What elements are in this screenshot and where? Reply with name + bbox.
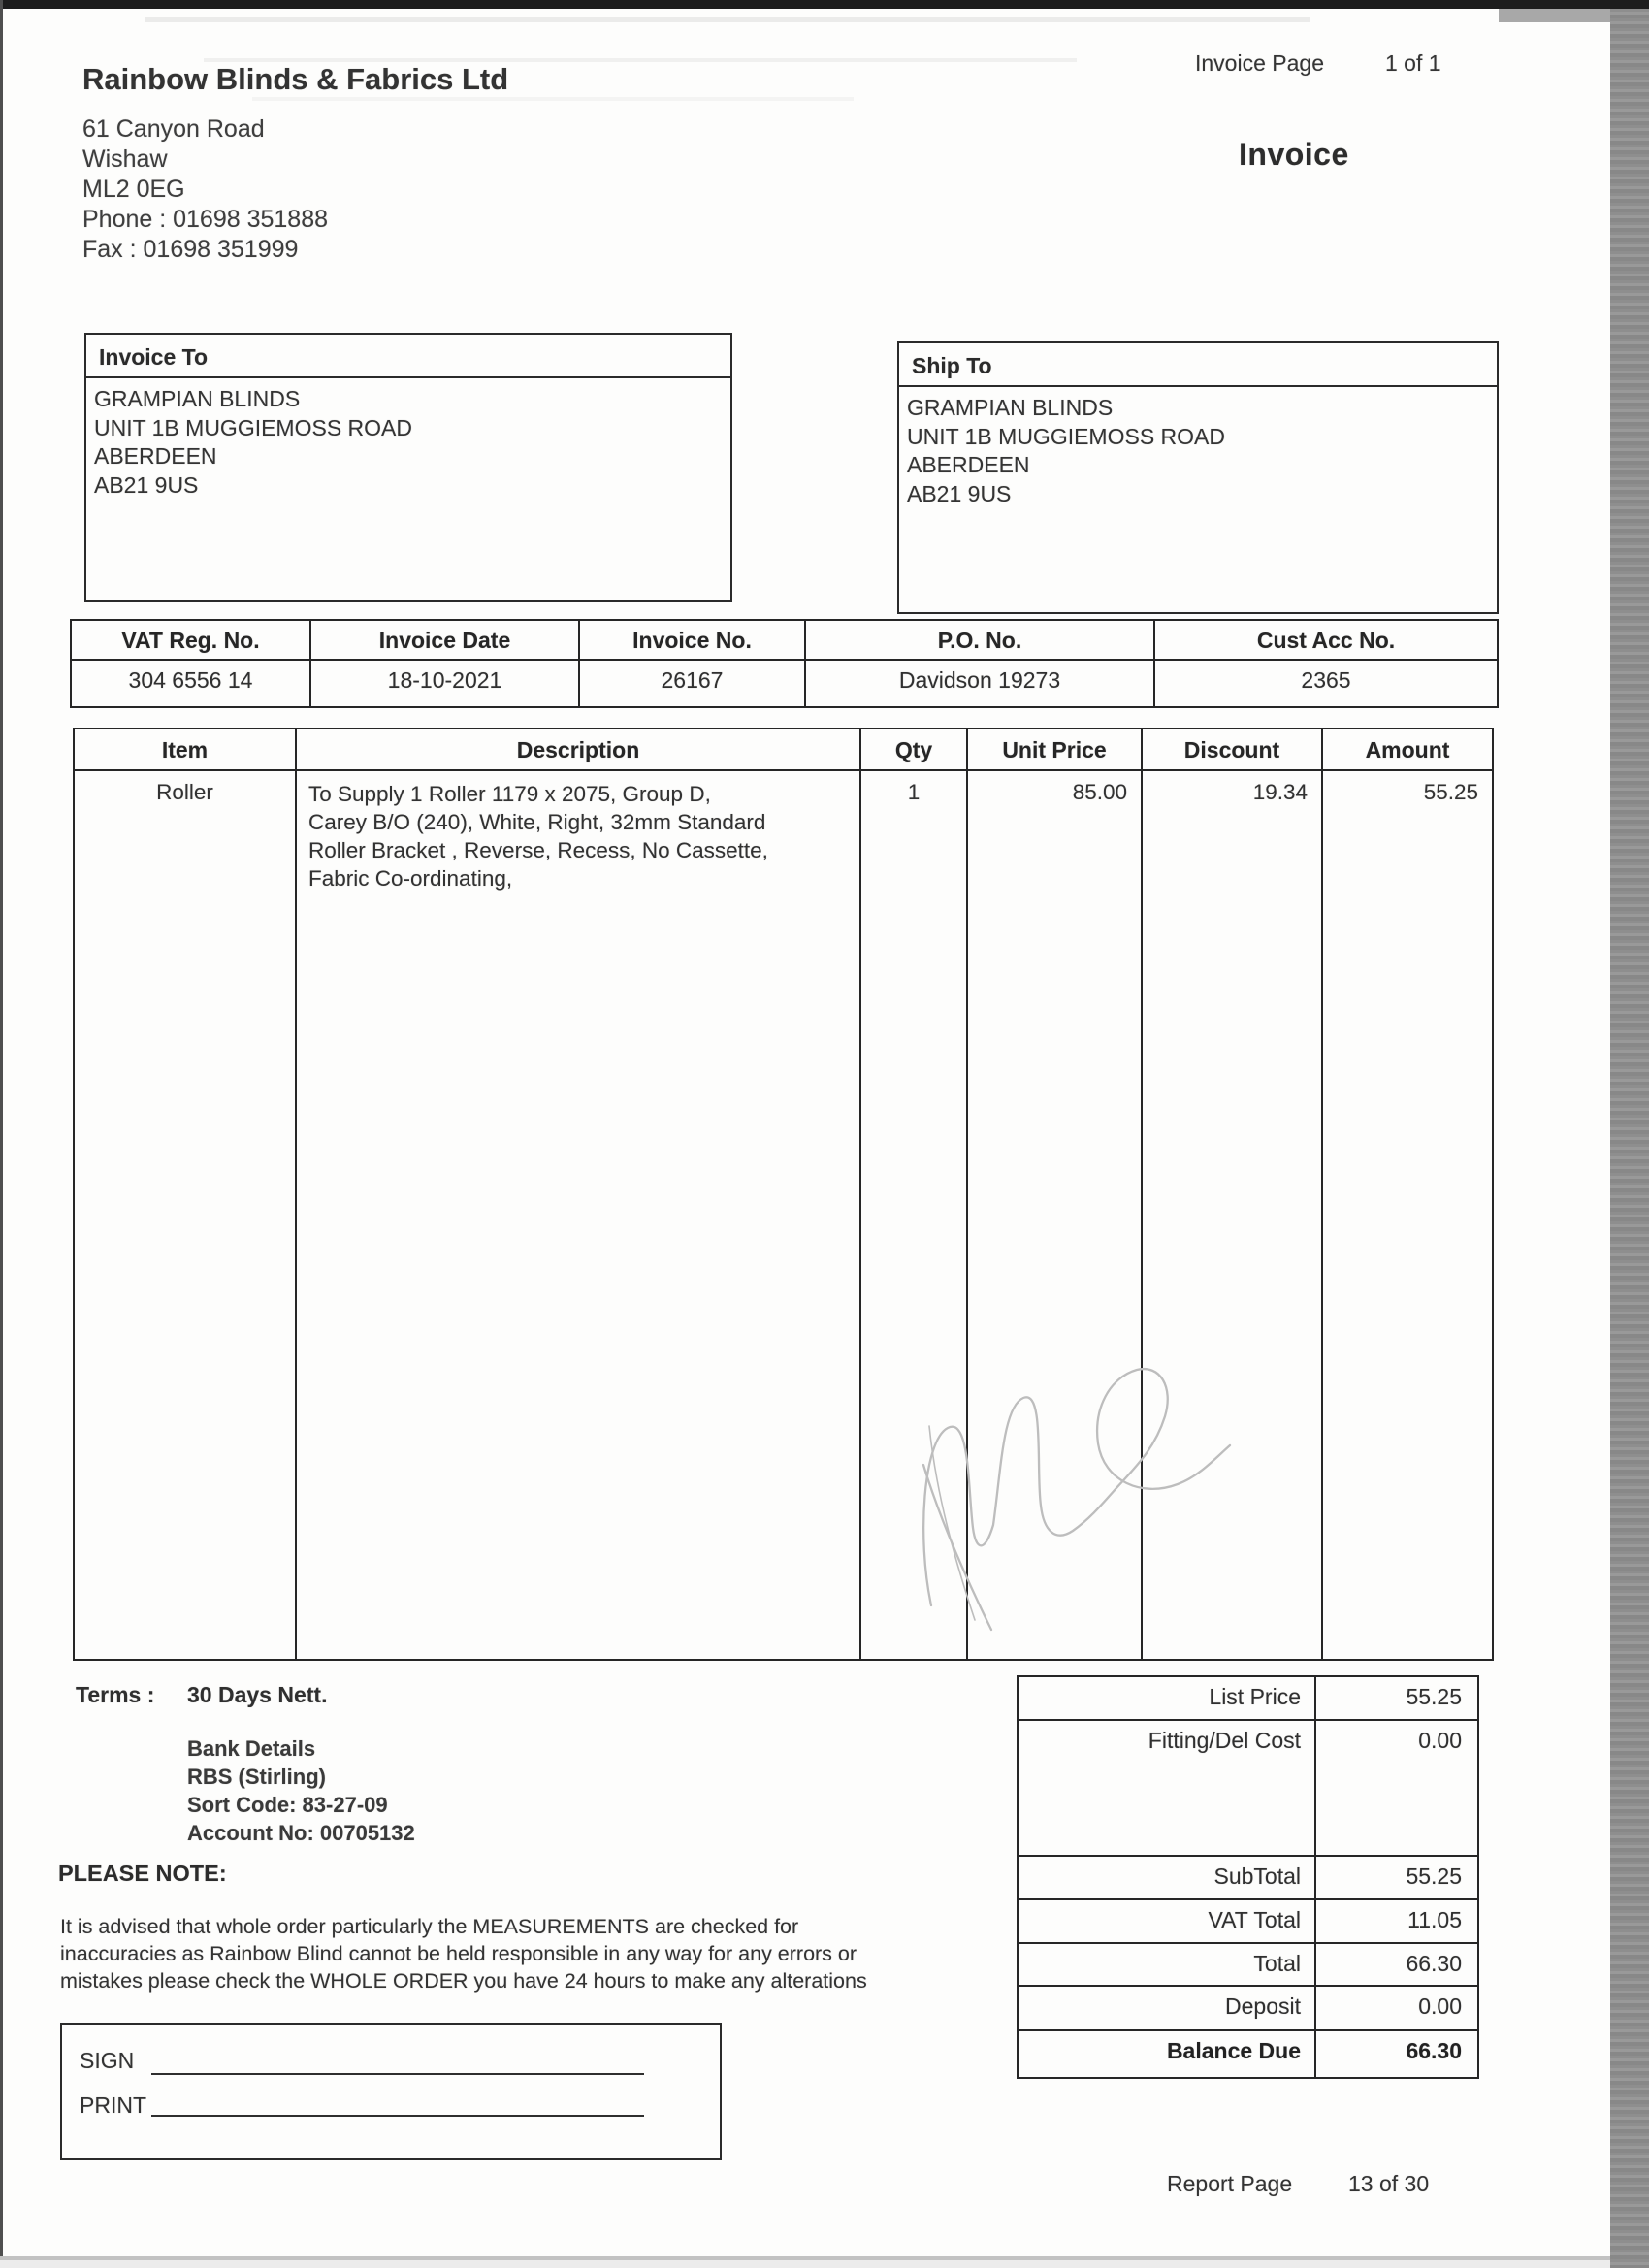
- description-line: Fabric Co-ordinating,: [308, 866, 513, 891]
- items-header-item: Item: [75, 729, 295, 771]
- please-note-line: inaccuracies as Rainbow Blind cannot be held responsible in any way for any errors or: [60, 1942, 857, 1965]
- bank-name: RBS (Stirling): [187, 1765, 326, 1789]
- items-header-unit-price: Unit Price: [968, 729, 1141, 771]
- please-note-line: mistakes please check the WHOLE ORDER you have 24 hours to make any alterations: [60, 1969, 867, 1993]
- company-address-line: 61 Canyon Road: [82, 115, 265, 143]
- bank-details: [187, 1734, 415, 1847]
- totals-label: Total: [1253, 1951, 1301, 1976]
- meta-header-row: [72, 621, 1497, 661]
- report-page-number: 13 of 30: [1348, 2171, 1430, 2196]
- column-item: [75, 729, 297, 1659]
- company-name: Rainbow Blinds & Fabrics Ltd: [82, 62, 509, 96]
- meta-header-po: P.O. No.: [806, 621, 1155, 659]
- invoice-to-title: Invoice To: [86, 335, 730, 378]
- terms-value: 30 Days Nett.: [187, 1682, 328, 1707]
- totals-value: 0.00: [1314, 1721, 1477, 1855]
- please-note-title: PLEASE NOTE:: [58, 1861, 227, 1886]
- column-amount: [1323, 729, 1492, 1659]
- ship-to-line: AB21 9US: [907, 480, 1012, 506]
- meta-value-date: 18-10-2021: [311, 661, 580, 706]
- scan-edge-left: [0, 0, 3, 2268]
- ship-to-line: ABERDEEN: [907, 452, 1030, 477]
- items-header-description: Description: [297, 729, 859, 771]
- meta-value-cust-acc: 2365: [1301, 667, 1351, 693]
- invoice-to-address: [86, 378, 730, 500]
- invoice-meta-table: [70, 619, 1499, 708]
- totals-value: 55.25: [1314, 1677, 1477, 1719]
- qty-cell: 1: [907, 780, 921, 804]
- totals-row-deposit: [1018, 1985, 1477, 2029]
- invoice-page-label: Invoice Page: [1195, 50, 1324, 76]
- totals-row-subtotal: [1018, 1855, 1477, 1898]
- totals-row-balance-due: [1018, 2029, 1477, 2077]
- meta-value-row: [72, 661, 1497, 706]
- items-header-qty: Qty: [861, 729, 966, 771]
- meta-value-po: Davidson 19273: [806, 661, 1155, 706]
- description-line: Roller Bracket , Reverse, Recess, No Cassette,: [308, 838, 768, 862]
- ship-to-address: [899, 387, 1497, 508]
- invoice-to-line: UNIT 1B MUGGIEMOSS ROAD: [94, 414, 413, 440]
- company-phone: Phone : 01698 351888: [82, 206, 329, 233]
- totals-label: SubTotal: [1213, 1863, 1301, 1889]
- company-address-line: Wishaw: [82, 146, 168, 173]
- totals-value: 55.25: [1314, 1857, 1477, 1898]
- totals-label: Balance Due: [1166, 2038, 1301, 2063]
- bank-details-title: Bank Details: [187, 1736, 316, 1761]
- column-discount: [1143, 729, 1323, 1659]
- amount-cell: 55.25: [1423, 780, 1478, 804]
- meta-value-invoice-no: 26167: [580, 661, 806, 706]
- please-note-line: It is advised that whole order particularly the MEASUREMENTS are checked for: [60, 1915, 799, 1938]
- please-note-body: [60, 1913, 991, 1994]
- document-title: Invoice: [1239, 137, 1349, 172]
- print-label: PRINT: [80, 2092, 146, 2118]
- meta-header-cust-acc: Cust Acc No.: [1256, 628, 1396, 653]
- ship-to-title: Ship To: [899, 343, 1497, 387]
- totals-value: 0.00: [1314, 1987, 1477, 2029]
- sign-label: SIGN: [80, 2048, 135, 2073]
- totals-label: VAT Total: [1208, 1907, 1301, 1932]
- totals-box: [1017, 1675, 1479, 2079]
- bank-account-no: Account No: 00705132: [187, 1821, 415, 1845]
- totals-label: Fitting/Del Cost: [1148, 1728, 1301, 1753]
- meta-value-vat: 304 6556 14: [72, 661, 311, 706]
- totals-value: 66.30: [1314, 2031, 1477, 2077]
- items-header-discount: Discount: [1143, 729, 1321, 771]
- terms-label: Terms :: [76, 1682, 155, 1707]
- discount-cell: 19.34: [1252, 780, 1308, 804]
- report-page-label: Report Page: [1167, 2171, 1293, 2196]
- invoice-page-number: 1 of 1: [1385, 50, 1441, 76]
- scan-edge-bottom: [0, 2256, 1610, 2268]
- sign-line: [151, 2073, 644, 2075]
- invoice-to-line: AB21 9US: [94, 471, 199, 498]
- description-line: Carey B/O (240), White, Right, 32mm Standard: [308, 810, 766, 834]
- items-header-amount: Amount: [1323, 729, 1492, 771]
- bank-sort-code: Sort Code: 83-27-09: [187, 1793, 388, 1817]
- signature-box: [60, 2023, 722, 2160]
- invoice-to-line: ABERDEEN: [94, 443, 217, 469]
- invoice-to-box: [84, 333, 732, 602]
- scan-edge-right: [1610, 9, 1649, 2268]
- meta-header-invoice-no: Invoice No.: [580, 621, 806, 659]
- ship-to-line: UNIT 1B MUGGIEMOSS ROAD: [907, 423, 1226, 449]
- unit-price-cell: 85.00: [1072, 780, 1127, 804]
- ship-to-box: [897, 341, 1499, 614]
- description-cell: [297, 771, 859, 1659]
- scan-streak: [146, 17, 1310, 22]
- totals-row-vat-total: [1018, 1898, 1477, 1942]
- column-unit-price: [968, 729, 1143, 1659]
- totals-label: List Price: [1209, 1684, 1301, 1709]
- ship-to-line: GRAMPIAN BLINDS: [907, 395, 1114, 420]
- column-qty: [861, 729, 968, 1659]
- line-items-table: [73, 728, 1494, 1661]
- totals-value: 11.05: [1314, 1900, 1477, 1942]
- totals-row-fitting-del-cost: [1018, 1719, 1477, 1855]
- company-address: [82, 114, 328, 265]
- company-address-line: ML2 0EG: [82, 176, 185, 203]
- scan-edge-top: [0, 0, 1649, 9]
- invoice-to-line: GRAMPIAN BLINDS: [94, 386, 301, 411]
- item-cell: Roller: [156, 780, 213, 804]
- column-description: [297, 729, 861, 1659]
- scan-streak: [252, 97, 854, 101]
- print-line: [151, 2115, 644, 2117]
- totals-value: 66.30: [1314, 1944, 1477, 1985]
- description-line: To Supply 1 Roller 1179 x 2075, Group D,: [308, 782, 711, 806]
- scan-corner-shade: [1499, 9, 1610, 22]
- totals-label: Deposit: [1225, 1993, 1301, 2019]
- meta-header-vat: VAT Reg. No.: [72, 621, 311, 659]
- meta-header-date: Invoice Date: [311, 621, 580, 659]
- company-fax: Fax : 01698 351999: [82, 236, 299, 263]
- totals-row-list-price: [1018, 1677, 1477, 1719]
- totals-row-total: [1018, 1942, 1477, 1985]
